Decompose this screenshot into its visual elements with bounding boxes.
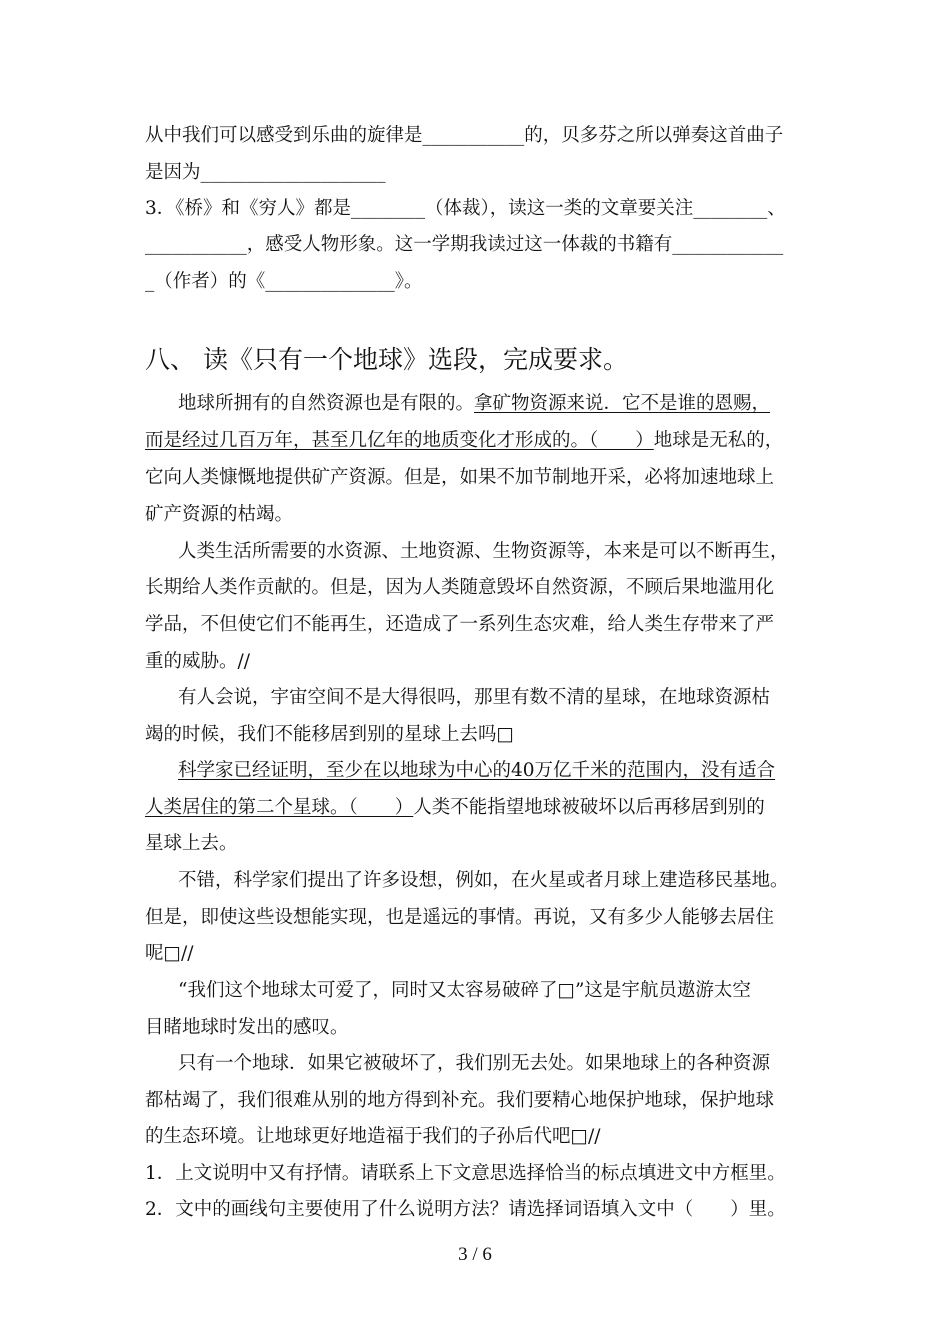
- p2-line-4: 重的威胁。//: [145, 651, 250, 672]
- p2-line-2: 长期给人类作贡献的。但是，因为人类随意毁坏自然资源，不顾后果地滥用化: [145, 577, 775, 598]
- p2-line-3: 学品，不但使它们不能再生，还造成了一系列生态灾难，给人类生存带来了严: [145, 614, 775, 635]
- p7-line-3: 的生态环境。让地球更好地造福于我们的子孙后代吧□//: [145, 1126, 601, 1147]
- question-3-line-1: 3．《桥》和《穷人》都是________（体裁），读这一类的文章要关注________、: [145, 198, 786, 219]
- p1-line-3: 它向人类慷慨地提供矿产资源。但是，如果不加节制地开采，必将加速地球上: [145, 467, 775, 488]
- p1-line-4: 矿产资源的枯竭。: [145, 504, 294, 525]
- p2-line-1: 人类生活所需要的水资源、土地资源、生物资源等，本来是可以不断再生，: [178, 541, 789, 562]
- question-3-line-3: _（作者）的《______________》。: [145, 271, 423, 292]
- question-2: 2．文中的画线句主要使用了什么说明方法？请选择词语填入文中（ ）里。: [145, 1199, 786, 1220]
- p7-line-2: 都枯竭了，我们很难从别的地方得到补充。我们要精心地保护地球，保护地球: [145, 1090, 775, 1111]
- p4-line-1: 科学家已经证明，至少在以地球为中心的40万亿千米的范围内，没有适合: [178, 760, 776, 781]
- p4-line-3: 星球上去。: [145, 833, 238, 854]
- section-8-title: 八、 读《只有一个地球》选段，完成要求。: [145, 345, 628, 374]
- p3-line-2: 竭的时候，我们不能移居到别的星球上去吗□: [145, 724, 514, 745]
- p5-line-3: 呢□//: [145, 943, 194, 964]
- p1-line-1: 地球所拥有的自然资源也是有限的。拿矿物资源来说．它不是谁的恩赐，: [178, 393, 771, 414]
- p6-line-1: “我们这个地球太可爱了，同时又太容易破碎了□”这是宇航员遨游太空: [178, 980, 751, 1001]
- p7-line-1: 只有一个地球．如果它被破坏了，我们别无去处。如果地球上的各种资源: [178, 1053, 771, 1074]
- p5-line-2: 但是，即使这些设想能实现，也是遥远的事情。再说，又有多少人能够去居住: [145, 907, 775, 928]
- top-line-2: 是因为____________________: [145, 162, 386, 183]
- top-line-1: 从中我们可以感受到乐曲的旋律是___________的，贝多芬之所以弹奏这首曲子: [145, 125, 784, 146]
- question-1: 1．上文说明中又有抒情。请联系上下文意思选择恰当的标点填进文中方框里。: [145, 1163, 786, 1184]
- p6-line-2: 目睹地球时发出的感叹。: [145, 1017, 349, 1038]
- p3-line-1: 有人会说，宇宙空间不是大得很吗，那里有数不清的星球，在地球资源枯: [178, 687, 771, 708]
- question-3-line-2: ___________，感受人物形象。这一学期我读过这一体裁的书籍有____________: [145, 234, 784, 255]
- p5-line-1: 不错，科学家们提出了许多设想，例如，在火星或者月球上建造移民基地。: [178, 870, 789, 891]
- p4-line-2: 人类居住的第二个星球。（ ）人类不能指望地球被破坏以后再移居到别的: [145, 797, 765, 818]
- page-number: 3 / 6: [458, 1244, 492, 1265]
- p1-line-2: 而是经过几百万年，甚至几亿年的地质变化才形成的。（ ）地球是无私的，: [145, 430, 784, 451]
